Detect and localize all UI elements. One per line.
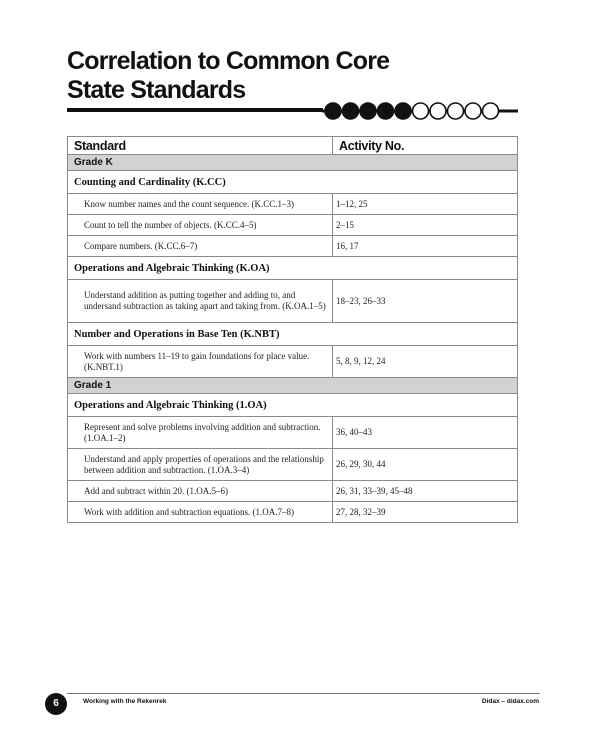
bead-filled (395, 103, 411, 119)
bead-empty (465, 103, 481, 119)
domain-label: Counting and Cardinality (K.CC) (68, 171, 518, 194)
activity-cell: 26, 29, 30, 44 (333, 449, 518, 481)
page-title (67, 47, 389, 105)
bead-filled (378, 103, 394, 119)
bead-filled (325, 103, 341, 119)
standard-cell: Add and subtract within 20. (1.OA.5–6) (68, 481, 333, 502)
table-row (68, 215, 518, 236)
activity-cell: 26, 31, 33–39, 45–48 (333, 481, 518, 502)
bead-empty (413, 103, 429, 119)
grade-label: Grade 1 (68, 378, 518, 394)
table-row (68, 236, 518, 257)
activity-cell: 5, 8, 9, 12, 24 (333, 346, 518, 378)
title-underline (67, 108, 323, 112)
domain-row (68, 323, 518, 346)
table-row (68, 481, 518, 502)
column-header-activity: Activity No. (333, 137, 518, 155)
activity-cell: 18–23, 26–33 (333, 280, 518, 323)
rekenrek-beads-decoration (322, 101, 522, 121)
bead-empty (430, 103, 446, 119)
footer-book-title: Working with the Rekenrek (83, 698, 167, 705)
activity-cell: 16, 17 (333, 236, 518, 257)
bead-empty (483, 103, 499, 119)
table-row (68, 194, 518, 215)
domain-row (68, 394, 518, 417)
bead-filled (343, 103, 359, 119)
footer-publisher: Didax – didax.com (481, 698, 539, 705)
standard-cell: Count to tell the number of objects. (K.CC.4–5) (68, 215, 333, 236)
page-title-line-1: Correlation to Common Core (67, 47, 390, 75)
domain-label: Number and Operations in Base Ten (K.NBT) (68, 323, 518, 346)
grade-label: Grade K (68, 155, 518, 171)
standard-cell: Work with addition and subtraction equations. (1.OA.7–8) (68, 502, 333, 523)
grade-row (68, 378, 518, 394)
activity-cell: 36, 40–43 (333, 417, 518, 449)
domain-label: Operations and Algebraic Thinking (1.OA) (68, 394, 518, 417)
standard-cell: Compare numbers. (K.CC.6–7) (68, 236, 333, 257)
bead-empty (448, 103, 464, 119)
table-row (68, 502, 518, 523)
standard-cell: Work with numbers 11–19 to gain foundations for place value. (K.NBT.1) (68, 346, 333, 378)
footer-divider (67, 693, 540, 694)
table-header-row (68, 137, 518, 155)
bead-filled (360, 103, 376, 119)
table-row (68, 280, 518, 323)
table-row (68, 417, 518, 449)
domain-row (68, 257, 518, 280)
activity-cell: 27, 28, 32–39 (333, 502, 518, 523)
activity-cell: 1–12, 25 (333, 194, 518, 215)
activity-cell: 2–15 (333, 215, 518, 236)
domain-label: Operations and Algebraic Thinking (K.OA) (68, 257, 518, 280)
standard-cell: Represent and solve problems involving addition and subtraction. (1.OA.1–2) (68, 417, 333, 449)
standard-cell: Understand addition as putting together and adding to, and undersand subtraction as taking apart and taking from. (K.OA.1–5) (68, 280, 333, 323)
grade-row (68, 155, 518, 171)
standards-table (67, 136, 518, 523)
standard-cell: Know number names and the count sequence. (K.CC.1–3) (68, 194, 333, 215)
standard-cell: Understand and apply properties of operations and the relationship between addition and subtraction. (1.OA.3–4) (68, 449, 333, 481)
domain-row (68, 171, 518, 194)
page-title-line-2: State Standards (67, 76, 246, 104)
table-row (68, 346, 518, 378)
table-row (68, 449, 518, 481)
page-number-badge: 6 (45, 693, 67, 715)
column-header-standard: Standard (68, 137, 333, 155)
